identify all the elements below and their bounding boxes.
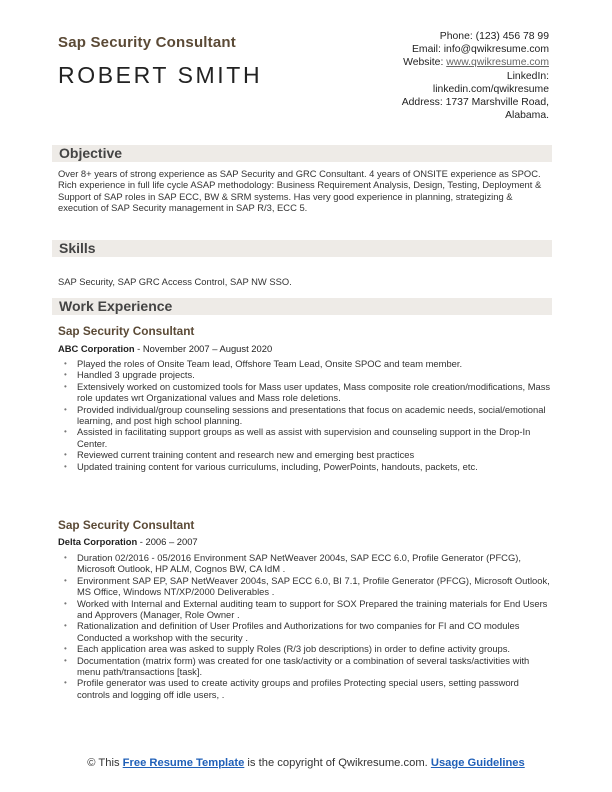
- resume-header: [58, 34, 262, 89]
- job-title: Sap Security Consultant: [58, 34, 236, 51]
- company-name-2: Delta Corporation: [58, 536, 138, 547]
- list-item: • Each application area was asked to supply Roles (R/3 job descriptions) in order to define activity groups.: [62, 643, 552, 654]
- list-item: • Worked with Internal and External auditing team to support for SOX Prepared the training materials for End Users and Approvers (Manager, Role Owner .: [62, 598, 552, 621]
- job-dates-1: - November 2007 – August 2020: [134, 343, 273, 354]
- objective-text: Over 8+ years of strong experience as SAP Security and GRC Consultant. 4 years of ONSITE experience as SPOC. Rich experience in full life cycle ASAP methodology: Business Requirement Analysis, Design, Testing, Deployment & Support of SAP roles in SAP ECC, BW & SRM systems. Has very good experience in planning, strategizing & execution of SAP Security management in SAP R/3, ECC 5.: [58, 168, 542, 214]
- company-name-1: ABC Corporation: [58, 343, 135, 354]
- job-title-2: Sap Security Consultant: [58, 518, 195, 532]
- website-label: Website:: [403, 57, 447, 69]
- list-item: • Played the roles of Onsite Team lead, Offshore Team Lead, Onsite SPOC and team member.: [62, 358, 552, 369]
- company-line-2: [58, 536, 198, 547]
- list-item: • Documentation (matrix form) was created for one task/activity or a combination of several tasks/activities with menu path/transactions [task].: [62, 655, 552, 678]
- objective-section-header: [52, 145, 552, 162]
- objective-heading: Objective: [59, 145, 123, 161]
- list-item: • Rationalization and definition of User Profiles and Authorizations for two companies for FI and CO modules Conducted a workshop with the security .: [62, 620, 552, 643]
- phone-line: Phone: (123) 456 78 99: [439, 31, 549, 42]
- list-item: • Updated training content for various curriculums, including, PowerPoints, handouts, packets, etc.: [62, 461, 552, 472]
- address-line-1: Address: 1737 Marshville Road,: [401, 97, 549, 109]
- website-line: [319, 56, 549, 69]
- list-item: • Duration 02/2016 - 05/2016 Environment SAP NetWeaver 2004s, SAP ECC 6.0, Profile Generator (PFCG), Microsoft Outlook, HP ALM, Cognos BW, CA IdM .: [62, 552, 552, 575]
- list-item: • Environment SAP EP, SAP NetWeaver 2004s, SAP ECC 6.0, BI 7.1, Profile Generator (PFCG), Microsoft Outlook, MS Office, Windows NT/XP/2000 Deliverables .: [62, 575, 552, 598]
- linkedin-label: LinkedIn:: [506, 70, 549, 82]
- contact-block: [319, 30, 549, 122]
- usage-guidelines-link[interactable]: Usage Guidelines: [430, 757, 525, 769]
- address-line-2: Alabama.: [505, 110, 549, 122]
- website-link[interactable]: www.qwikresume.com: [446, 57, 549, 69]
- list-item: • Assisted in facilitating support groups as well as assist with supervision and counseling support in the Drop-In Center.: [62, 426, 552, 449]
- company-line-1: [58, 343, 272, 354]
- free-resume-template-link[interactable]: Free Resume Template: [122, 757, 245, 769]
- job-2-bullet-list: [62, 552, 552, 700]
- job-dates-2: - 2006 – 2007: [137, 536, 198, 547]
- skills-heading: Skills: [59, 240, 96, 256]
- job-title-1: Sap Security Consultant: [58, 324, 195, 338]
- skills-section-header: [52, 240, 552, 257]
- email-line: Email: info@qwikresume.com: [411, 44, 549, 56]
- list-item: • Profile generator was used to create activity groups and profiles Protecting special users, setting password controls and logging off idle users, .: [62, 677, 552, 700]
- linkedin-link[interactable]: linkedin.com/qwikresume: [432, 83, 549, 95]
- list-item: • Reviewed current training content and research new and emerging best practices: [62, 449, 552, 460]
- candidate-name: ROBERT SMITH: [58, 62, 263, 88]
- list-item: • Provided individual/group counseling sessions and presentations that focus on academic needs, social/emotional learning, and post high school planning.: [62, 404, 552, 427]
- footer-prefix: © This: [87, 757, 123, 769]
- list-item: • Handled 3 upgrade projects.: [62, 369, 552, 380]
- footer-middle: is the copyright of Qwikresume.com.: [244, 757, 431, 769]
- list-item: • Extensively worked on customized tools for Mass user updates, Mass composite role creation/modifications, Mass role updates wrt Organizational values and Mass role deletions.: [62, 381, 552, 404]
- skills-text: SAP Security, SAP GRC Access Control, SAP NW SSO.: [58, 276, 292, 287]
- work-experience-heading: Work Experience: [59, 298, 173, 314]
- job-1-bullet-list: [62, 358, 552, 472]
- work-experience-section-header: [52, 298, 552, 315]
- footer-copyright: [60, 757, 552, 771]
